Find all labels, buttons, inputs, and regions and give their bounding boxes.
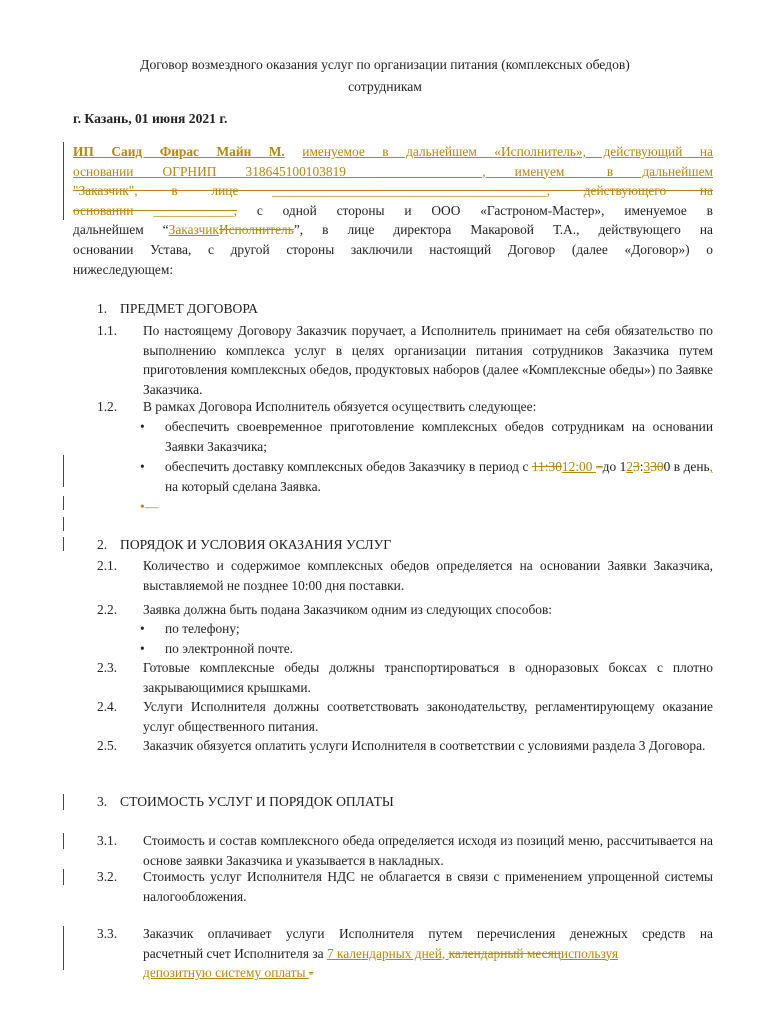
change-bar bbox=[63, 496, 64, 510]
tracked-deletion: календарный месяц bbox=[448, 945, 561, 961]
clause-text: Заявка должна быть подана Заказчиком одним из следующих способов: bbox=[143, 602, 552, 617]
tracked-insert: именуемое в дальнейшем «Исполнитель», действующий на bbox=[302, 144, 713, 159]
clause-item bbox=[97, 736, 713, 756]
change-bar bbox=[63, 833, 64, 849]
clause-item bbox=[97, 321, 713, 399]
change-bar bbox=[63, 455, 64, 487]
tracked-deletion: 3 bbox=[633, 459, 640, 474]
change-bar bbox=[63, 869, 64, 885]
tracked-insert: депозитную систему оплаты bbox=[143, 965, 309, 981]
clause-text-part: Заказчик оплачивает услуги Исполнителя путем перечисления денежных средств на bbox=[143, 926, 713, 941]
intro-line bbox=[73, 162, 713, 182]
section-heading bbox=[97, 537, 391, 553]
document-title bbox=[60, 54, 710, 98]
tracked-deletion: – bbox=[595, 459, 603, 474]
clause-text: Стоимость и состав комплексного обеда определяется исходя из позиций меню, рассчитывается на основе заявки Заказчика и указывается в накладных. bbox=[143, 833, 713, 868]
tracked-deletion: основании ____________, bbox=[73, 202, 237, 218]
intro-text: с одной стороны и ООО «Гастроном-Мастер», именуемое в bbox=[236, 202, 713, 218]
section-title: ПОРЯДОК И УСЛОВИЯ ОКАЗАНИЯ УСЛУГ bbox=[120, 537, 392, 552]
bullet-glyph: • bbox=[140, 641, 145, 656]
tracked-insert: 3 bbox=[643, 459, 651, 474]
tracked-insert: используя bbox=[560, 945, 619, 961]
intro-line bbox=[73, 201, 713, 221]
change-bar bbox=[63, 517, 64, 531]
clause-number: 2.5. bbox=[97, 738, 118, 753]
bullet-item bbox=[140, 457, 713, 497]
clause-text: Количество и содержимое комплексных обедов определяется на основании Заявки Заказчика, выставляемой не позднее 10:00 дня поставки. bbox=[143, 558, 713, 593]
section-number: 2. bbox=[97, 537, 108, 552]
clause-number: 2.2. bbox=[97, 602, 118, 617]
clause-number: 3.1. bbox=[97, 833, 118, 848]
clause-item bbox=[97, 600, 713, 620]
intro-text: ”, в лице директора Макаровой Т.А., действующего на bbox=[293, 222, 713, 238]
clause-item bbox=[97, 397, 713, 417]
tracked-insert: 12:00 bbox=[561, 459, 596, 474]
clause-number: 2.4. bbox=[97, 699, 118, 714]
intro-text: дальнейшем “ bbox=[73, 222, 169, 238]
section-heading bbox=[97, 794, 394, 810]
section-title: СТОИМОСТЬ УСЛУГ И ПОРЯДОК ОПЛАТЫ bbox=[120, 794, 394, 809]
tracked-insert: основании ОГРНИП 318645100103819 ________________, именуем__ в дальнейшем bbox=[73, 163, 713, 179]
clause-item bbox=[97, 697, 713, 736]
bullet-item bbox=[140, 417, 713, 457]
intro-line bbox=[73, 260, 713, 280]
tracked-insert: 7 календарных дней, bbox=[326, 945, 449, 961]
tracked-insert: Заказчик bbox=[168, 222, 219, 238]
clause-item bbox=[97, 831, 713, 870]
bullet-text: обеспечить своевременное приготовление комплексных обедов сотрудникам на основании Заявки Заказчика; bbox=[165, 419, 713, 454]
clause-number: 2.3. bbox=[97, 660, 118, 675]
clause-text: Готовые комплексные обеды должны транспортироваться в одноразовых боксах с плотно закрывающимися крышками. bbox=[143, 660, 713, 695]
bullet-text-part: : bbox=[639, 459, 644, 474]
intro-line bbox=[73, 142, 713, 162]
tracked-deletion: "Заказчик", в лице _________________________________________, действующего на bbox=[73, 183, 713, 199]
clause-item bbox=[97, 924, 713, 983]
tracked-deletion: - bbox=[308, 965, 314, 981]
clause-number: 3.2. bbox=[97, 869, 118, 884]
clause-number: 3.3. bbox=[97, 926, 118, 941]
clause-text: Стоимость услуг Исполнителя НДС не облагается в связи с применением упрощенной системы налогообложения. bbox=[143, 869, 713, 904]
bullet-text-part: обеспечить доставку комплексных обедов Заказчику в период с bbox=[165, 459, 532, 474]
change-bar bbox=[63, 142, 64, 220]
bullet-text-part: до 1 bbox=[602, 459, 627, 474]
intro-line bbox=[73, 240, 713, 260]
intro-line bbox=[73, 220, 713, 240]
intro-paragraph bbox=[73, 142, 713, 279]
clause-item bbox=[97, 556, 713, 595]
section-number: 1. bbox=[97, 301, 108, 316]
clause-line bbox=[143, 944, 713, 964]
tracked-insert: , bbox=[709, 459, 714, 474]
clause-number: 1.1. bbox=[97, 323, 118, 338]
clause-item bbox=[97, 867, 713, 906]
inserted-empty-bullet bbox=[140, 499, 158, 515]
clause-number: 2.1. bbox=[97, 558, 118, 573]
bullet-glyph: • bbox=[140, 419, 145, 434]
tracked-deletion: Исполнитель bbox=[218, 222, 294, 238]
section-heading bbox=[97, 301, 258, 317]
bullet-item bbox=[140, 639, 713, 659]
change-bar bbox=[63, 794, 64, 810]
bullet-text-part: на который сделана Заявка. bbox=[165, 479, 321, 494]
bullet-text: по электронной почте. bbox=[165, 641, 294, 656]
clause-text: Услуги Исполнителя должны соответствовать законодательству, регламентирующему оказание услуг общественного питания. bbox=[143, 699, 713, 734]
intro-text: нижеследующем: bbox=[73, 261, 174, 277]
clause-item bbox=[97, 658, 713, 697]
bullet-glyph: • bbox=[140, 621, 145, 636]
clause-line bbox=[143, 924, 713, 944]
bullet-glyph: • bbox=[140, 499, 145, 514]
clause-number: 1.2. bbox=[97, 399, 118, 414]
tracked-deletion: 11:30 bbox=[531, 459, 562, 474]
clause-text: По настоящему Договору Заказчик поручает, а Исполнитель принимает на себя обязательство по выполнению комплекса услуг в целях организации питания сотрудников Заказчика путем приготовления комплексных обедов, продуктовых наборов (далее «Комплексные обеды») по Заявке Заказчика. bbox=[143, 323, 713, 397]
bullet-text bbox=[165, 457, 713, 497]
bullet-item bbox=[140, 619, 713, 639]
change-bar bbox=[63, 537, 64, 551]
tracked-deletion: 30 bbox=[650, 459, 664, 474]
title-line-2: сотрудникам bbox=[348, 79, 422, 94]
title-line-1: Договор возмездного оказания услуг по организации питания (комплексных обедов) bbox=[140, 57, 630, 72]
clause-text bbox=[143, 924, 713, 983]
clause-text: Заказчик обязуется оплатить услуги Исполнителя в соответствии с условиями раздела 3 Договора. bbox=[143, 738, 706, 753]
inserted-mark: — bbox=[144, 499, 159, 514]
tracked-insert: 2 bbox=[626, 459, 634, 474]
clause-line bbox=[143, 963, 713, 983]
clause-text: В рамках Договора Исполнитель обязуется осуществить следующее: bbox=[143, 399, 537, 414]
section-title: ПРЕДМЕТ ДОГОВОРА bbox=[120, 301, 258, 316]
change-bar bbox=[63, 926, 64, 970]
place-date: г. Казань, 01 июня 2021 г. bbox=[73, 111, 228, 126]
bullet-text-part: 0 в день bbox=[663, 459, 710, 474]
clause-text-part: расчетный счет Исполнителя за bbox=[143, 945, 327, 961]
bullet-glyph: • bbox=[140, 459, 145, 474]
contractor-name-insert: ИП Саид Фирас Майн М. bbox=[73, 144, 285, 159]
section-number: 3. bbox=[97, 794, 108, 809]
intro-text: основании Устава, с другой стороны заключили настоящий Договор (далее «Договор») о bbox=[73, 241, 713, 257]
intro-line bbox=[73, 181, 713, 201]
bullet-text: по телефону; bbox=[165, 621, 240, 636]
